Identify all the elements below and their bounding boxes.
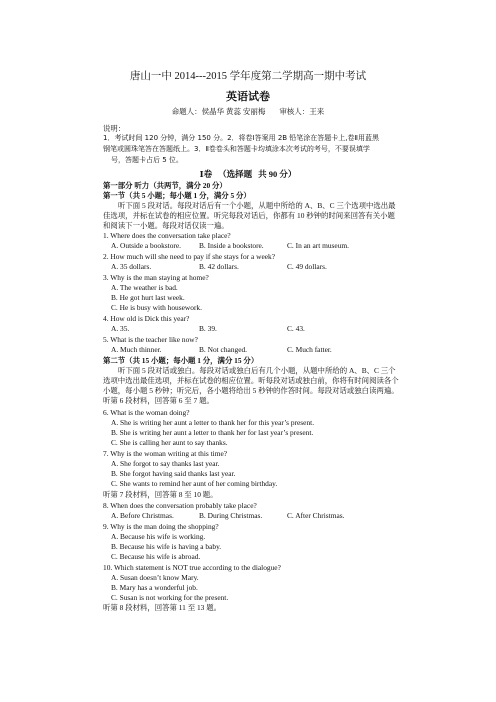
option-c: C. 49 dollars. (287, 262, 327, 271)
option-a: A. The weather is bad. (111, 283, 178, 292)
material-note: 听第 7 段材料，回答第 8 至 10 题。 (103, 490, 218, 499)
section-1-intro: 佳选项，并标在试卷的相应位置。听完每段对话后，你都有 10 秒钟的时间来回答有关小题 (103, 211, 395, 220)
option-b: B. 39. (199, 324, 217, 333)
section-1-intro: 听下面 5 段对话。每段对话后有一个小题，从题中所给的 A、B、C 三个选项中选出最 (118, 201, 396, 210)
question-stem: 4. How old is Dick this year? (103, 314, 190, 323)
option-c: C. Because his wife is abroad. (111, 552, 201, 561)
question-stem: 10. Which statement is NOT true according to the dialogue? (103, 563, 281, 572)
option-c: C. She is calling her aunt to say thanks. (111, 438, 228, 447)
option-a: A. 35. (111, 324, 130, 333)
option-b: B. During Christmas. (199, 511, 263, 520)
section-1-heading: 第一节（共 5 小题；每小题 1 分，满分 5 分） (103, 191, 251, 200)
instructions-line-2: 钢笔或圆珠笔答在答题纸上。3．Ⅱ卷卷头和答题卡均填涂本次考试的考号，不要误填学 (103, 145, 370, 153)
option-a: A. Much thinner. (111, 345, 162, 354)
section-2-intro: 小题，每小题 5 秒钟；听完后，各小题将给出 5 秒钟的作答时间。每段对话或独白读两遍。 (103, 386, 399, 395)
question-stem: 5. What is the teacher like now? (103, 335, 198, 344)
question-stem: 2. How much will she need to pay if she stays for a week? (103, 252, 275, 261)
option-c: C. Susan is not working for the present. (111, 593, 229, 602)
instructions-line-1: 1．考试时间 120 分钟，满分 150 分。2．将卷Ⅰ答案用 2B 铅笔涂在答题卡上,卷Ⅱ用蓝黑 (103, 134, 379, 142)
option-b: B. Mary has a wonderful job. (111, 583, 198, 592)
question-stem: 6. What is the woman doing? (103, 408, 190, 417)
option-b: B. Not changed. (199, 345, 248, 354)
exam-authors (0, 106, 496, 117)
exam-subject: 英语试卷 (226, 91, 270, 103)
material-note: 听第 6 段材料，回答第 6 至 7 题。 (103, 396, 214, 405)
option-a: A. Outside a bookstore. (111, 241, 181, 250)
option-c: C. Much fatter. (287, 345, 332, 354)
option-b: B. He got hurt last week. (111, 293, 185, 302)
proposers: 命题人：侯晶华 黄蕊 安丽梅 (171, 107, 266, 116)
option-a: A. 35 dollars. (111, 262, 152, 271)
question-stem: 1. Where does the conversation take place? (103, 231, 231, 240)
section-2-heading: 第二节（共 15 小题；每小题 1 分，满分 15 分） (103, 356, 259, 365)
option-a: A. Because his wife is working. (111, 532, 206, 541)
question-stem: 7. Why is the woman writing at this time? (103, 449, 228, 458)
option-c: C. He is busy with housework. (111, 303, 202, 312)
option-b: B. 42 dollars. (199, 262, 239, 271)
option-a: A. Susan doesn’t know Mary. (111, 573, 199, 582)
part-1-heading: 第一部分 听力（共两节，满分 20 分） (103, 181, 227, 190)
option-c: C. 43. (287, 324, 305, 333)
material-note: 听第 8 段材料，回答第 11 至 13 题。 (103, 603, 221, 612)
volume-1-heading: Ⅰ卷 （选择题 共 90 分） (199, 169, 297, 179)
question-stem: 3. Why is the man staying at home? (103, 273, 209, 282)
question-stem: 8. When does the conversation probably take place? (103, 501, 257, 510)
option-a: A. She forgot to say thanks last year. (111, 459, 220, 468)
section-1-intro: 和阅读下一小题。每段对话仅读一遍。 (103, 221, 229, 230)
option-b: B. Because his wife is having a baby. (111, 542, 222, 551)
option-c: C. In an art museum. (287, 241, 349, 250)
option-b: B. She is writing her aunt a letter to thank her for last year’s present. (111, 428, 314, 437)
section-2-intro: 选项中选出最佳选项，并标在试卷的相应位置。听每段对话或独白前，你将有时间阅读各个 (103, 376, 399, 385)
reviewer: 审核人：王来 (279, 107, 325, 116)
option-c: C. After Christmas. (287, 511, 345, 520)
section-2-intro: 听下面 5 段对话或独白。每段对话或独白后有几个小题，从题中所给的 A、B、C 三个 (118, 366, 396, 375)
option-b: B. She forgot having said thanks last year. (111, 469, 236, 478)
instructions-label: 说明： (103, 124, 126, 133)
option-b: B. Inside a bookstore. (199, 241, 264, 250)
option-a: A. Before Christmas. (111, 511, 174, 520)
exam-title: 唐山一中 2014---2015 学年度第二学期高一期中考试 (129, 71, 367, 82)
option-c: C. She wants to remind her aunt of her coming birthday. (111, 479, 278, 488)
option-a: A. She is writing her aunt a letter to thank her for this year’s present. (111, 418, 315, 427)
question-stem: 9. Why is the man doing the shopping? (103, 522, 219, 531)
instructions-line-3: 号，答题卡占后 5 位。 (111, 156, 183, 164)
